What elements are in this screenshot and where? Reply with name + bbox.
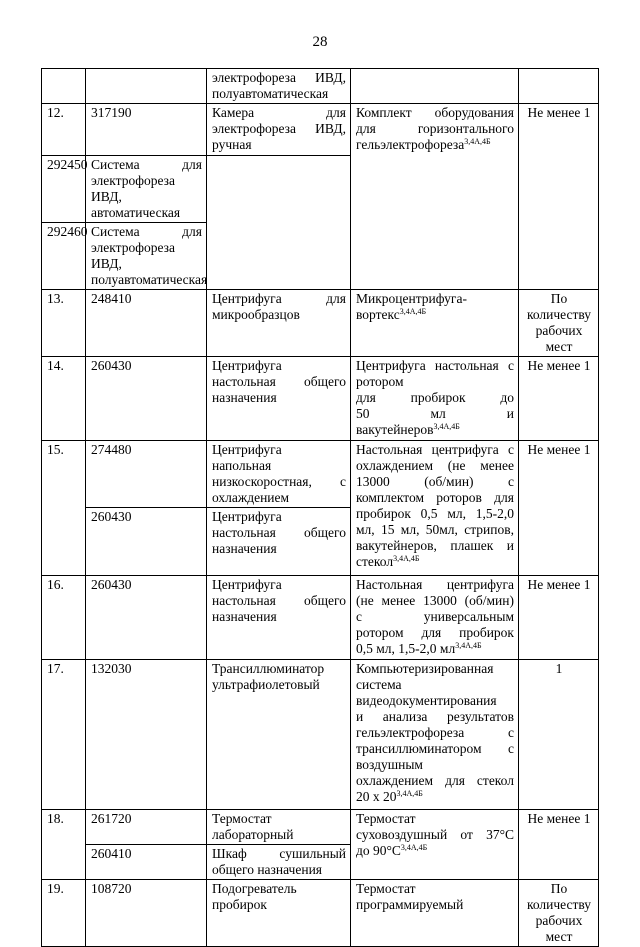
text-fragment: Настольная центрифуга bbox=[356, 577, 514, 592]
spec-cell bbox=[351, 576, 519, 660]
text-line bbox=[212, 458, 346, 474]
text-line bbox=[356, 641, 514, 657]
table-row bbox=[42, 441, 599, 508]
text-line bbox=[91, 272, 208, 288]
text-fragment: 20 х 20 bbox=[356, 789, 397, 804]
text-line bbox=[212, 881, 346, 897]
text-fragment: общего назначения bbox=[212, 862, 322, 877]
text-line bbox=[356, 773, 514, 789]
text-line bbox=[356, 827, 514, 843]
table-row bbox=[42, 576, 599, 660]
name-cell bbox=[207, 357, 351, 441]
text-fragment: Центрифуга bbox=[212, 509, 282, 524]
text-fragment: Комплект оборудования bbox=[356, 105, 514, 120]
text-line bbox=[356, 577, 514, 593]
quantity-cell: 1 bbox=[519, 660, 599, 810]
text-fragment: 0,5 мл, 1,5-2,0 мл bbox=[356, 641, 456, 656]
text-fragment: ротором bbox=[356, 374, 404, 389]
text-line bbox=[356, 741, 514, 757]
equipment-table bbox=[41, 68, 599, 947]
text-line bbox=[356, 677, 514, 693]
name-cell bbox=[207, 441, 351, 508]
text-fragment: Система для bbox=[91, 157, 202, 172]
text-fragment: вакутейнеров, плашек и bbox=[356, 538, 514, 553]
text-fragment: гельэлектрофореза с bbox=[356, 725, 514, 740]
footnote-ref: 3,4А,4Б bbox=[455, 641, 482, 650]
text-fragment: Термостат bbox=[212, 811, 272, 826]
text-fragment: программируемый bbox=[356, 897, 464, 912]
text-line bbox=[91, 205, 202, 221]
spec-cell bbox=[351, 357, 519, 441]
text-fragment: охлаждением для стекол bbox=[356, 773, 514, 788]
text-line bbox=[212, 593, 346, 609]
text-fragment: видеодокументирования bbox=[356, 693, 497, 708]
text-fragment: лабораторный bbox=[212, 827, 294, 842]
name-cell bbox=[207, 576, 351, 660]
table-row bbox=[42, 290, 599, 357]
name-cell bbox=[207, 660, 351, 810]
text-line bbox=[212, 121, 346, 137]
text-line bbox=[212, 390, 346, 406]
footnote-ref: 3,4А,4Б bbox=[393, 554, 420, 563]
text-fragment: комплектом роторов для bbox=[356, 490, 514, 505]
text-line bbox=[356, 593, 514, 609]
table-row bbox=[42, 104, 599, 156]
text-line bbox=[356, 757, 514, 773]
text-line bbox=[356, 506, 514, 522]
text-fragment: назначения bbox=[212, 390, 277, 405]
text-line bbox=[212, 86, 346, 102]
text-line bbox=[356, 442, 514, 458]
text-line bbox=[212, 105, 346, 121]
text-line bbox=[356, 121, 514, 137]
text-fragment: для горизонтального bbox=[356, 121, 514, 136]
text-line bbox=[212, 897, 346, 913]
text-fragment: трансиллюминатором с bbox=[356, 741, 514, 756]
row-number-cell: 17. bbox=[42, 660, 86, 810]
text-fragment: система bbox=[356, 677, 402, 692]
text-line bbox=[356, 137, 514, 153]
text-fragment: назначения bbox=[212, 541, 277, 556]
quantity-cell bbox=[519, 69, 599, 104]
text-line bbox=[356, 358, 514, 374]
text-fragment: Настольная центрифуга с bbox=[356, 442, 514, 457]
text-line bbox=[91, 240, 202, 272]
text-fragment: Центрифуга настольная с bbox=[356, 358, 514, 373]
text-fragment: Центрифуга bbox=[212, 442, 282, 457]
text-line bbox=[356, 625, 514, 641]
text-fragment: ротором для пробирок bbox=[356, 625, 514, 640]
text-fragment: мл, 15 мл, 50мл, стрипов, bbox=[356, 522, 514, 537]
text-fragment: Центрифуга bbox=[212, 358, 282, 373]
text-fragment: назначения bbox=[212, 609, 277, 624]
code-cell: 274480 bbox=[86, 441, 207, 508]
quantity-cell: Не менее 1 bbox=[519, 357, 599, 441]
row-number-cell: 15. bbox=[42, 441, 86, 576]
text-line bbox=[91, 173, 202, 205]
table-row bbox=[42, 880, 599, 947]
code-cell: 317190 bbox=[86, 104, 207, 156]
text-fragment: стекол bbox=[356, 554, 394, 569]
code-cell: 292450 bbox=[42, 156, 86, 223]
footnote-ref: 3,4А,4Б bbox=[464, 137, 491, 146]
code-cell: 248410 bbox=[86, 290, 207, 357]
text-fragment: 50 мл и bbox=[356, 406, 514, 421]
text-line bbox=[212, 442, 346, 458]
text-line bbox=[212, 70, 346, 86]
quantity-cell: Не менее 1 bbox=[519, 576, 599, 660]
name-cell bbox=[86, 223, 207, 290]
text-fragment: электрофореза ИВД, bbox=[91, 173, 175, 204]
text-fragment: напольная bbox=[212, 458, 272, 473]
text-fragment: настольная общего bbox=[212, 593, 346, 608]
text-line bbox=[212, 291, 346, 307]
name-cell bbox=[207, 290, 351, 357]
name-cell bbox=[207, 880, 351, 947]
text-fragment: охлаждением bbox=[212, 490, 290, 505]
text-fragment: настольная общего bbox=[212, 525, 346, 540]
text-fragment: пробирок bbox=[212, 897, 267, 912]
row-number-cell: 18. bbox=[42, 810, 86, 880]
text-line bbox=[91, 224, 202, 240]
text-fragment: ручная bbox=[212, 137, 252, 152]
text-fragment: полуавтоматическая bbox=[91, 272, 208, 287]
spec-cell bbox=[351, 810, 519, 880]
text-line bbox=[212, 490, 346, 506]
row-number-cell: 16. bbox=[42, 576, 86, 660]
text-line bbox=[212, 609, 346, 625]
text-line bbox=[356, 522, 514, 538]
text-line bbox=[212, 677, 346, 693]
quantity-cell: Не менее 1 bbox=[519, 441, 599, 576]
spec-cell bbox=[351, 104, 519, 290]
text-line bbox=[212, 307, 346, 323]
text-fragment: Центрифуга для bbox=[212, 291, 346, 306]
text-line bbox=[212, 811, 346, 827]
name-cell bbox=[207, 104, 351, 156]
text-line bbox=[356, 789, 514, 805]
text-line bbox=[91, 157, 202, 173]
text-line bbox=[356, 406, 514, 422]
code-cell: 108720 bbox=[86, 880, 207, 947]
text-fragment: автоматическая bbox=[91, 205, 181, 220]
table-row bbox=[42, 69, 599, 104]
text-line bbox=[356, 661, 514, 677]
text-line bbox=[356, 693, 514, 709]
text-line bbox=[212, 358, 346, 374]
text-fragment: воздушным bbox=[356, 757, 423, 772]
code-cell: 260430 bbox=[86, 508, 207, 576]
text-line bbox=[356, 422, 514, 438]
code-cell: 260430 bbox=[86, 576, 207, 660]
row-number-cell: 12. bbox=[42, 104, 86, 156]
text-fragment: (не менее 13000 (об/мин) bbox=[356, 593, 514, 608]
text-line bbox=[356, 554, 514, 570]
text-line bbox=[356, 881, 514, 897]
page-number: 28 bbox=[312, 34, 328, 50]
text-fragment: Подогреватель bbox=[212, 881, 297, 896]
spec-cell bbox=[351, 880, 519, 947]
text-line bbox=[356, 374, 514, 390]
text-fragment: Компьютеризированная bbox=[356, 661, 494, 676]
text-fragment: Микроцентрифуга- bbox=[356, 291, 467, 306]
footnote-ref: 3,4А,4Б bbox=[396, 789, 423, 798]
text-fragment: полуавтоматическая bbox=[212, 86, 329, 101]
quantity-cell: По количеству рабочих мест bbox=[519, 290, 599, 357]
text-line bbox=[356, 307, 514, 323]
quantity-cell: Не менее 1 bbox=[519, 104, 599, 290]
text-line bbox=[356, 843, 514, 859]
text-fragment: и анализа результатов bbox=[356, 709, 514, 724]
code-cell: 292460 bbox=[42, 223, 86, 290]
row-number-cell bbox=[42, 69, 86, 104]
spec-cell bbox=[351, 441, 519, 576]
text-fragment: микрообразцов bbox=[212, 307, 300, 322]
name-cell bbox=[207, 508, 351, 576]
row-number-cell: 14. bbox=[42, 357, 86, 441]
text-line bbox=[356, 897, 514, 913]
text-fragment: низкоскоростная, с bbox=[212, 474, 346, 489]
text-line bbox=[356, 725, 514, 741]
text-fragment: с универсальным bbox=[356, 609, 514, 624]
text-fragment: охлаждением (не менее bbox=[356, 458, 514, 473]
footnote-ref: 3,4А,4Б bbox=[399, 307, 427, 316]
text-line bbox=[356, 291, 514, 307]
text-fragment: для пробирок до bbox=[356, 390, 514, 405]
text-fragment: Трансиллюминатор bbox=[212, 661, 325, 676]
text-fragment: Центрифуга bbox=[212, 577, 282, 592]
name-cell bbox=[86, 156, 207, 223]
table-row bbox=[42, 810, 599, 845]
text-line bbox=[212, 541, 346, 557]
text-line bbox=[212, 862, 346, 878]
code-cell: 132030 bbox=[86, 660, 207, 810]
text-fragment: Шкаф сушильный bbox=[212, 846, 346, 861]
text-fragment: 13000 (об/мин) с bbox=[356, 474, 514, 489]
text-fragment: электрофореза ИВД, bbox=[212, 70, 346, 85]
text-line bbox=[212, 846, 346, 862]
text-line bbox=[212, 137, 346, 153]
spec-cell bbox=[351, 660, 519, 810]
text-fragment: электрофореза ИВД, bbox=[212, 121, 346, 136]
text-line bbox=[356, 105, 514, 121]
text-fragment: Камера для bbox=[212, 105, 346, 120]
spec-cell bbox=[351, 290, 519, 357]
text-fragment: гельэлектрофореза bbox=[356, 137, 465, 152]
table-row bbox=[42, 357, 599, 441]
text-fragment: Термостат bbox=[356, 881, 416, 896]
text-fragment: ультрафиолетовый bbox=[212, 677, 320, 692]
text-line bbox=[356, 609, 514, 625]
text-line bbox=[356, 390, 514, 406]
code-cell bbox=[86, 69, 207, 104]
text-fragment: вакутейнеров bbox=[356, 422, 434, 437]
text-fragment: вортекс bbox=[356, 307, 400, 322]
name-cell bbox=[207, 810, 351, 845]
text-fragment: суховоздушный от 37°С bbox=[356, 827, 514, 842]
text-line bbox=[212, 525, 346, 541]
text-line bbox=[356, 474, 514, 490]
code-cell: 261720 bbox=[86, 810, 207, 845]
text-line bbox=[212, 661, 346, 677]
text-fragment: Термостат bbox=[356, 811, 416, 826]
text-line bbox=[212, 827, 346, 843]
name-cell bbox=[207, 69, 351, 104]
text-fragment: пробирок 0,5 мл, 1,5-2,0 bbox=[356, 506, 514, 521]
footnote-ref: 3,4А,4Б bbox=[400, 843, 428, 852]
table-row bbox=[42, 660, 599, 810]
quantity-cell: Не менее 1 bbox=[519, 810, 599, 880]
code-cell: 260410 bbox=[86, 845, 207, 880]
code-cell: 260430 bbox=[86, 357, 207, 441]
text-line bbox=[356, 538, 514, 554]
text-line bbox=[212, 509, 346, 525]
row-number-cell: 13. bbox=[42, 290, 86, 357]
text-line bbox=[212, 577, 346, 593]
row-number-cell: 19. bbox=[42, 880, 86, 947]
spec-cell bbox=[351, 69, 519, 104]
text-fragment: до 90°С bbox=[356, 843, 401, 858]
text-fragment: Система для bbox=[91, 224, 202, 239]
name-cell bbox=[207, 845, 351, 880]
text-line bbox=[356, 490, 514, 506]
text-line bbox=[212, 374, 346, 390]
text-line bbox=[356, 458, 514, 474]
text-fragment: электрофореза ИВД, bbox=[91, 240, 175, 271]
footnote-ref: 3,4А,4Б bbox=[433, 422, 460, 431]
text-line bbox=[356, 811, 514, 827]
text-fragment: настольная общего bbox=[212, 374, 346, 389]
quantity-cell: По количеству рабочих мест bbox=[519, 880, 599, 947]
text-line bbox=[356, 709, 514, 725]
text-line bbox=[212, 474, 346, 490]
